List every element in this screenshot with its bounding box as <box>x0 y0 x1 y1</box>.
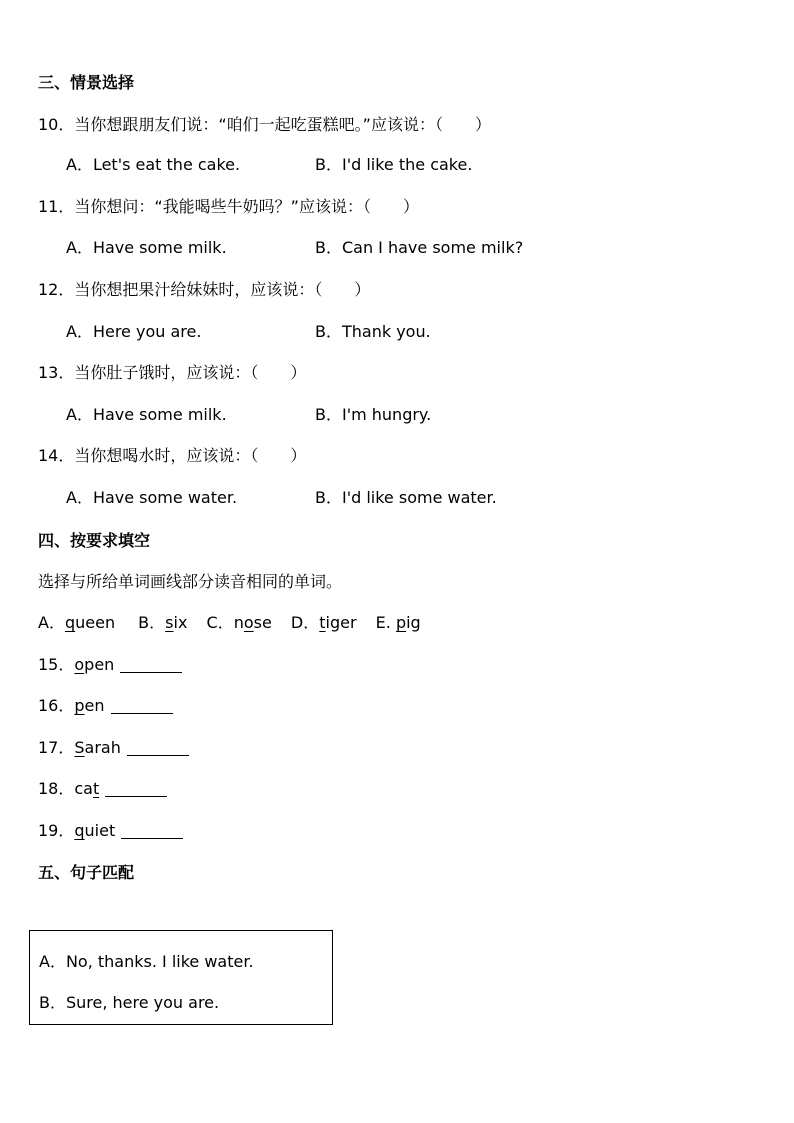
answer-blank[interactable] <box>121 837 183 839</box>
choice-d: D．tiger <box>290 613 357 632</box>
answer-blank[interactable] <box>120 671 182 673</box>
question-12-option-b: B．Thank you. <box>315 322 431 341</box>
fill-item-17: 17．Sarah <box>38 735 189 758</box>
section-5-title: 五、句子匹配 <box>38 863 135 882</box>
question-11-option-b: B．Can I have some milk? <box>315 238 524 257</box>
word-choices <box>38 610 421 633</box>
fill-instruction: 选择与所给单词画线部分读音相同的单词。 <box>38 572 343 591</box>
choice-a: A．queen <box>38 613 116 632</box>
match-options-box <box>29 930 333 1025</box>
question-11-option-a: A．Have some milk. <box>66 238 227 257</box>
match-option-a: A．No, thanks. I like water. <box>39 952 254 971</box>
fill-item-16: 16．pen <box>38 693 173 716</box>
question-14-option-a: A．Have some water. <box>66 488 238 507</box>
question-10-option-a: A．Let's eat the cake. <box>66 155 241 174</box>
question-12-option-a: A．Here you are. <box>66 322 202 341</box>
choice-e: E. pig <box>375 613 421 632</box>
section-4-title: 四、按要求填空 <box>38 531 151 550</box>
answer-blank[interactable] <box>105 795 167 797</box>
question-14-stem: 14．当你想喝水时，应该说：（ ） <box>38 446 307 465</box>
fill-item-18: 18．cat <box>38 776 167 799</box>
answer-blank[interactable] <box>111 712 173 714</box>
question-13-stem: 13．当你肚子饿时，应该说：（ ） <box>38 363 307 382</box>
fill-item-19: 19．quiet <box>38 818 183 841</box>
question-12-stem: 12．当你想把果汁给妹妹时，应该说：（ ） <box>38 280 371 299</box>
choice-c: C．nose <box>206 613 272 632</box>
question-11-stem: 11．当你想问：“我能喝些牛奶吗？”应该说：（ ） <box>38 197 419 216</box>
question-13-option-b: B．I'm hungry. <box>315 405 432 424</box>
answer-blank[interactable] <box>127 754 189 756</box>
section-3-title: 三、情景选择 <box>38 73 135 92</box>
question-13-option-a: A．Have some milk. <box>66 405 227 424</box>
question-14-option-b: B．I'd like some water. <box>315 488 497 507</box>
question-10-stem: 10．当你想跟朋友们说：“咱们一起吃蛋糕吧。”应该说：（ ） <box>38 115 491 134</box>
fill-item-15: 15．open <box>38 652 182 675</box>
match-option-b: B．Sure, here you are. <box>39 993 220 1012</box>
question-10-option-b: B．I'd like the cake. <box>315 155 473 174</box>
choice-b: B．six <box>138 613 188 632</box>
